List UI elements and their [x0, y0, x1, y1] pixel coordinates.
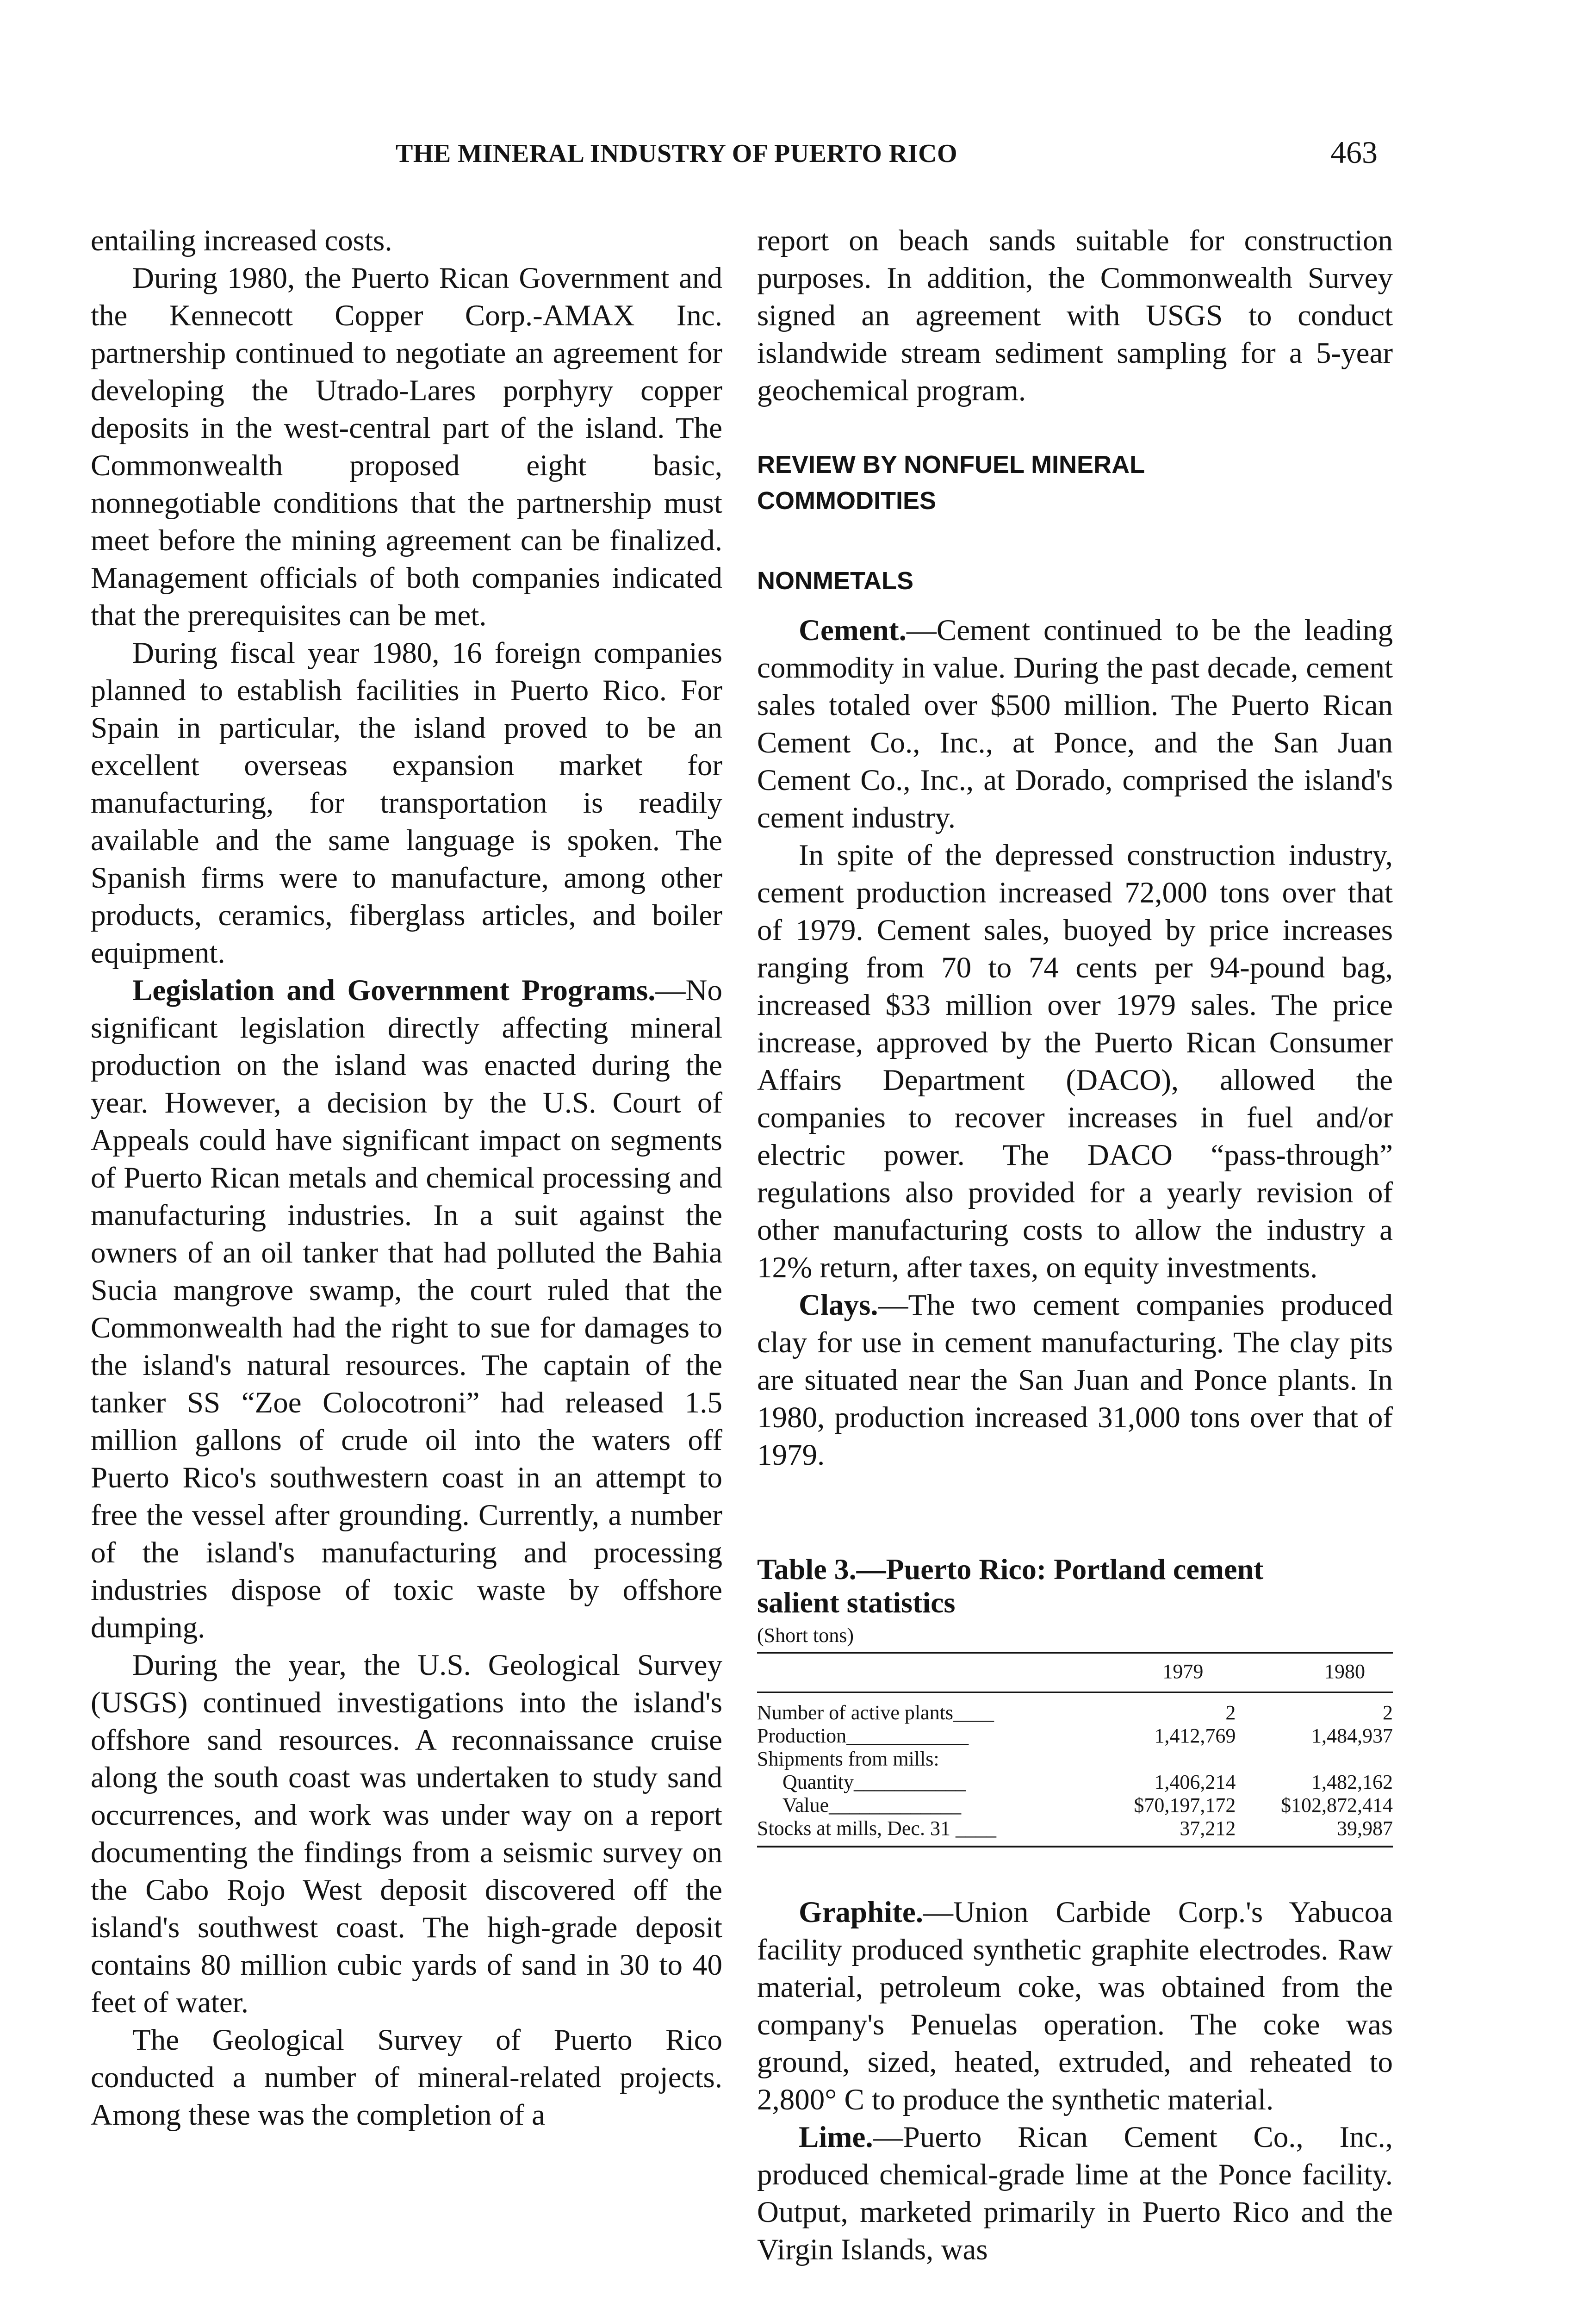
section-heading-review	[757, 447, 1393, 519]
row-label: Value_____________	[782, 1794, 962, 1816]
paragraph-body: —Cement continued to be the leading commodity in value. During the past decade, cement sales totaled over $500 million. The Puerto Rican Cement Co., Inc., at Ponce, and the San Juan Cement Co., Inc., at Dorado, comprised the island's cement industry.	[757, 614, 1393, 834]
paragraph-body: —The two cement companies produced clay for use in cement manufacturing. The clay pits are situated near the San Juan and Ponce plants. In 1980, production increased 31,000 tons over that of 1979.	[757, 1288, 1393, 1472]
run-in-heading: Clays.	[799, 1288, 878, 1322]
table-row	[757, 1794, 1393, 1817]
right-column	[757, 222, 1393, 2269]
table-unit: (Short tons)	[757, 1624, 854, 1647]
table-row	[757, 1724, 1393, 1748]
row-label: Production____________	[757, 1724, 969, 1747]
row-label: Stocks at mills, Dec. 31 ____	[757, 1817, 1093, 1847]
table-header-row	[757, 1653, 1393, 1692]
row-label: Shipments from mills:	[757, 1748, 939, 1770]
row-label: Number of active plants____	[757, 1701, 994, 1724]
value-1980	[1236, 1748, 1393, 1771]
paragraph: During the year, the U.S. Geological Survey (USGS) continued investigations into the island's offshore sand resources. A reconnaissance cruise along the south coast was undertaken to study sand occurrences, and work was under way on a report documenting the findings from a seismic survey on the Cabo Rojo West deposit discovered off the island's southwest coast. The high-grade deposit contains 80 million cubic yards of sand in 30 to 40 feet of water.	[91, 1648, 722, 2019]
value-1980: 1,482,162	[1311, 1771, 1393, 1793]
heading-line: COMMODITIES	[757, 487, 936, 515]
paragraph: During 1980, the Puerto Rican Government and the Kennecott Copper Corp.-AMAX Inc. partnership continued to negotiate an agreement for developing the Utrado-Lares porphyry copper deposits in the west-central part of the island. The Commonwealth proposed eight basic, nonnegotiable conditions that the partnership must meet before the mining agreement can be finalized. Management officials of both companies indicated that the prerequisites can be met.	[91, 261, 722, 632]
table-row	[757, 1692, 1393, 1725]
run-in-heading: Graphite.	[799, 1896, 924, 1929]
value-1979: 37,212	[1093, 1817, 1236, 1847]
paragraph-graphite	[757, 1894, 1393, 2119]
header-cell-1979: 1979	[1093, 1653, 1236, 1692]
table-row	[757, 1748, 1393, 1771]
paragraph: During fiscal year 1980, 16 foreign companies planned to establish facilities in Puerto Rico. For Spain in particular, the island proved to be an excellent overseas expansion market for manufacturing, for transportation is readily available and the same language is spoken. The Spanish firms were to manufacture, among other products, ceramics, fiberglass articles, and boiler equipment.	[91, 636, 722, 970]
left-column	[91, 222, 722, 2134]
value-1980: 39,987	[1236, 1817, 1393, 1847]
paragraph: The Geological Survey of Puerto Rico conducted a number of mineral-related projects. Among these was the completion of a	[91, 2023, 722, 2132]
run-in-heading: Legislation and Government Programs.	[132, 974, 656, 1007]
run-in-heading: Lime.	[799, 2121, 873, 2154]
row-label: Quantity___________	[782, 1771, 966, 1793]
section-heading-nonmetals: NONMETALS	[757, 567, 913, 595]
paragraph-cement	[757, 612, 1393, 837]
paragraph: entailing increased costs.	[91, 224, 392, 257]
header-cell-1980: 1980	[1236, 1653, 1393, 1692]
value-1980: $102,872,414	[1281, 1794, 1393, 1816]
paragraph-lime	[757, 2119, 1393, 2269]
value-1979: 1,406,214	[1154, 1771, 1236, 1793]
run-in-heading: Cement.	[799, 614, 907, 647]
paragraph-body: —Puerto Rican Cement Co., Inc., produced chemical-grade lime at the Ponce facility. Output, marketed primarily in Puerto Rico and the Virgin Islands, was	[757, 2121, 1393, 2266]
header-cell	[757, 1653, 1093, 1692]
page-number: 463	[1330, 135, 1378, 170]
paragraph-legislation	[91, 972, 722, 1647]
table-title: salient statistics	[757, 1586, 956, 1619]
paragraph: In spite of the depressed construction industry, cement production increased 72,000 tons over that of 1979. Cement sales, buoyed by price increases ranging from 70 to 74 cents per 94-pound bag, increased $33 million over 1979 sales. The price increase, approved by the Puerto Rican Consumer Affairs Department (DACO), allowed the companies to recover increases in fuel and/or electric power. The DACO “pass-through” regulations also provided for a yearly revision of other manufacturing costs to allow the industry a 12% return, after taxes, on equity investments.	[757, 839, 1393, 1284]
running-header: THE MINERAL INDUSTRY OF PUERTO RICO	[396, 139, 958, 168]
statistics-table	[757, 1652, 1393, 1847]
value-1979: 1,412,769	[1154, 1724, 1236, 1747]
table-row	[757, 1817, 1393, 1847]
table-title: Table 3.—Puerto Rico: Portland cement	[757, 1553, 1264, 1586]
table-row	[757, 1771, 1393, 1794]
paragraph: report on beach sands suitable for construction purposes. In addition, the Commonwealth Survey signed an agreement with USGS to conduct islandwide stream sediment sampling for a 5-year geochemical program.	[757, 224, 1393, 407]
heading-line: REVIEW BY NONFUEL MINERAL	[757, 451, 1145, 479]
value-1980: 1,484,937	[1311, 1724, 1393, 1747]
value-1979: $70,197,172	[1134, 1794, 1236, 1816]
table-3	[757, 1553, 1393, 1847]
paragraph-body: —Union Carbide Corp.'s Yabucoa facility produced synthetic graphite electrodes. Raw material, petroleum coke, was obtained from the company's Penuelas operation. The coke was ground, sized, heated, extruded, and reheated to 2,800° C to produce the synthetic material.	[757, 1896, 1393, 2116]
paragraph-body: —No significant legislation directly affecting mineral production on the island was enacted during the year. However, a decision by the U.S. Court of Appeals could have significant impact on segments of Puerto Rican metals and chemical processing and manufacturing industries. In a suit against the owners of an oil tanker that had polluted the Bahia Sucia mangrove swamp, the court ruled that the Commonwealth had the right to sue for damages to the island's natural resources. The captain of the tanker SS “Zoe Colocotroni” had released 1.5 million gallons of crude oil into the waters off Puerto Rico's southwestern coast in an attempt to free the vessel after grounding. Currently, a number of the island's manufacturing and processing industries dispose of toxic waste by offshore dumping.	[91, 974, 722, 1644]
paragraph-clays	[757, 1287, 1393, 1474]
value-1979	[1093, 1748, 1236, 1771]
value-1979: 2	[1225, 1701, 1236, 1724]
value-1980: 2	[1383, 1701, 1393, 1724]
